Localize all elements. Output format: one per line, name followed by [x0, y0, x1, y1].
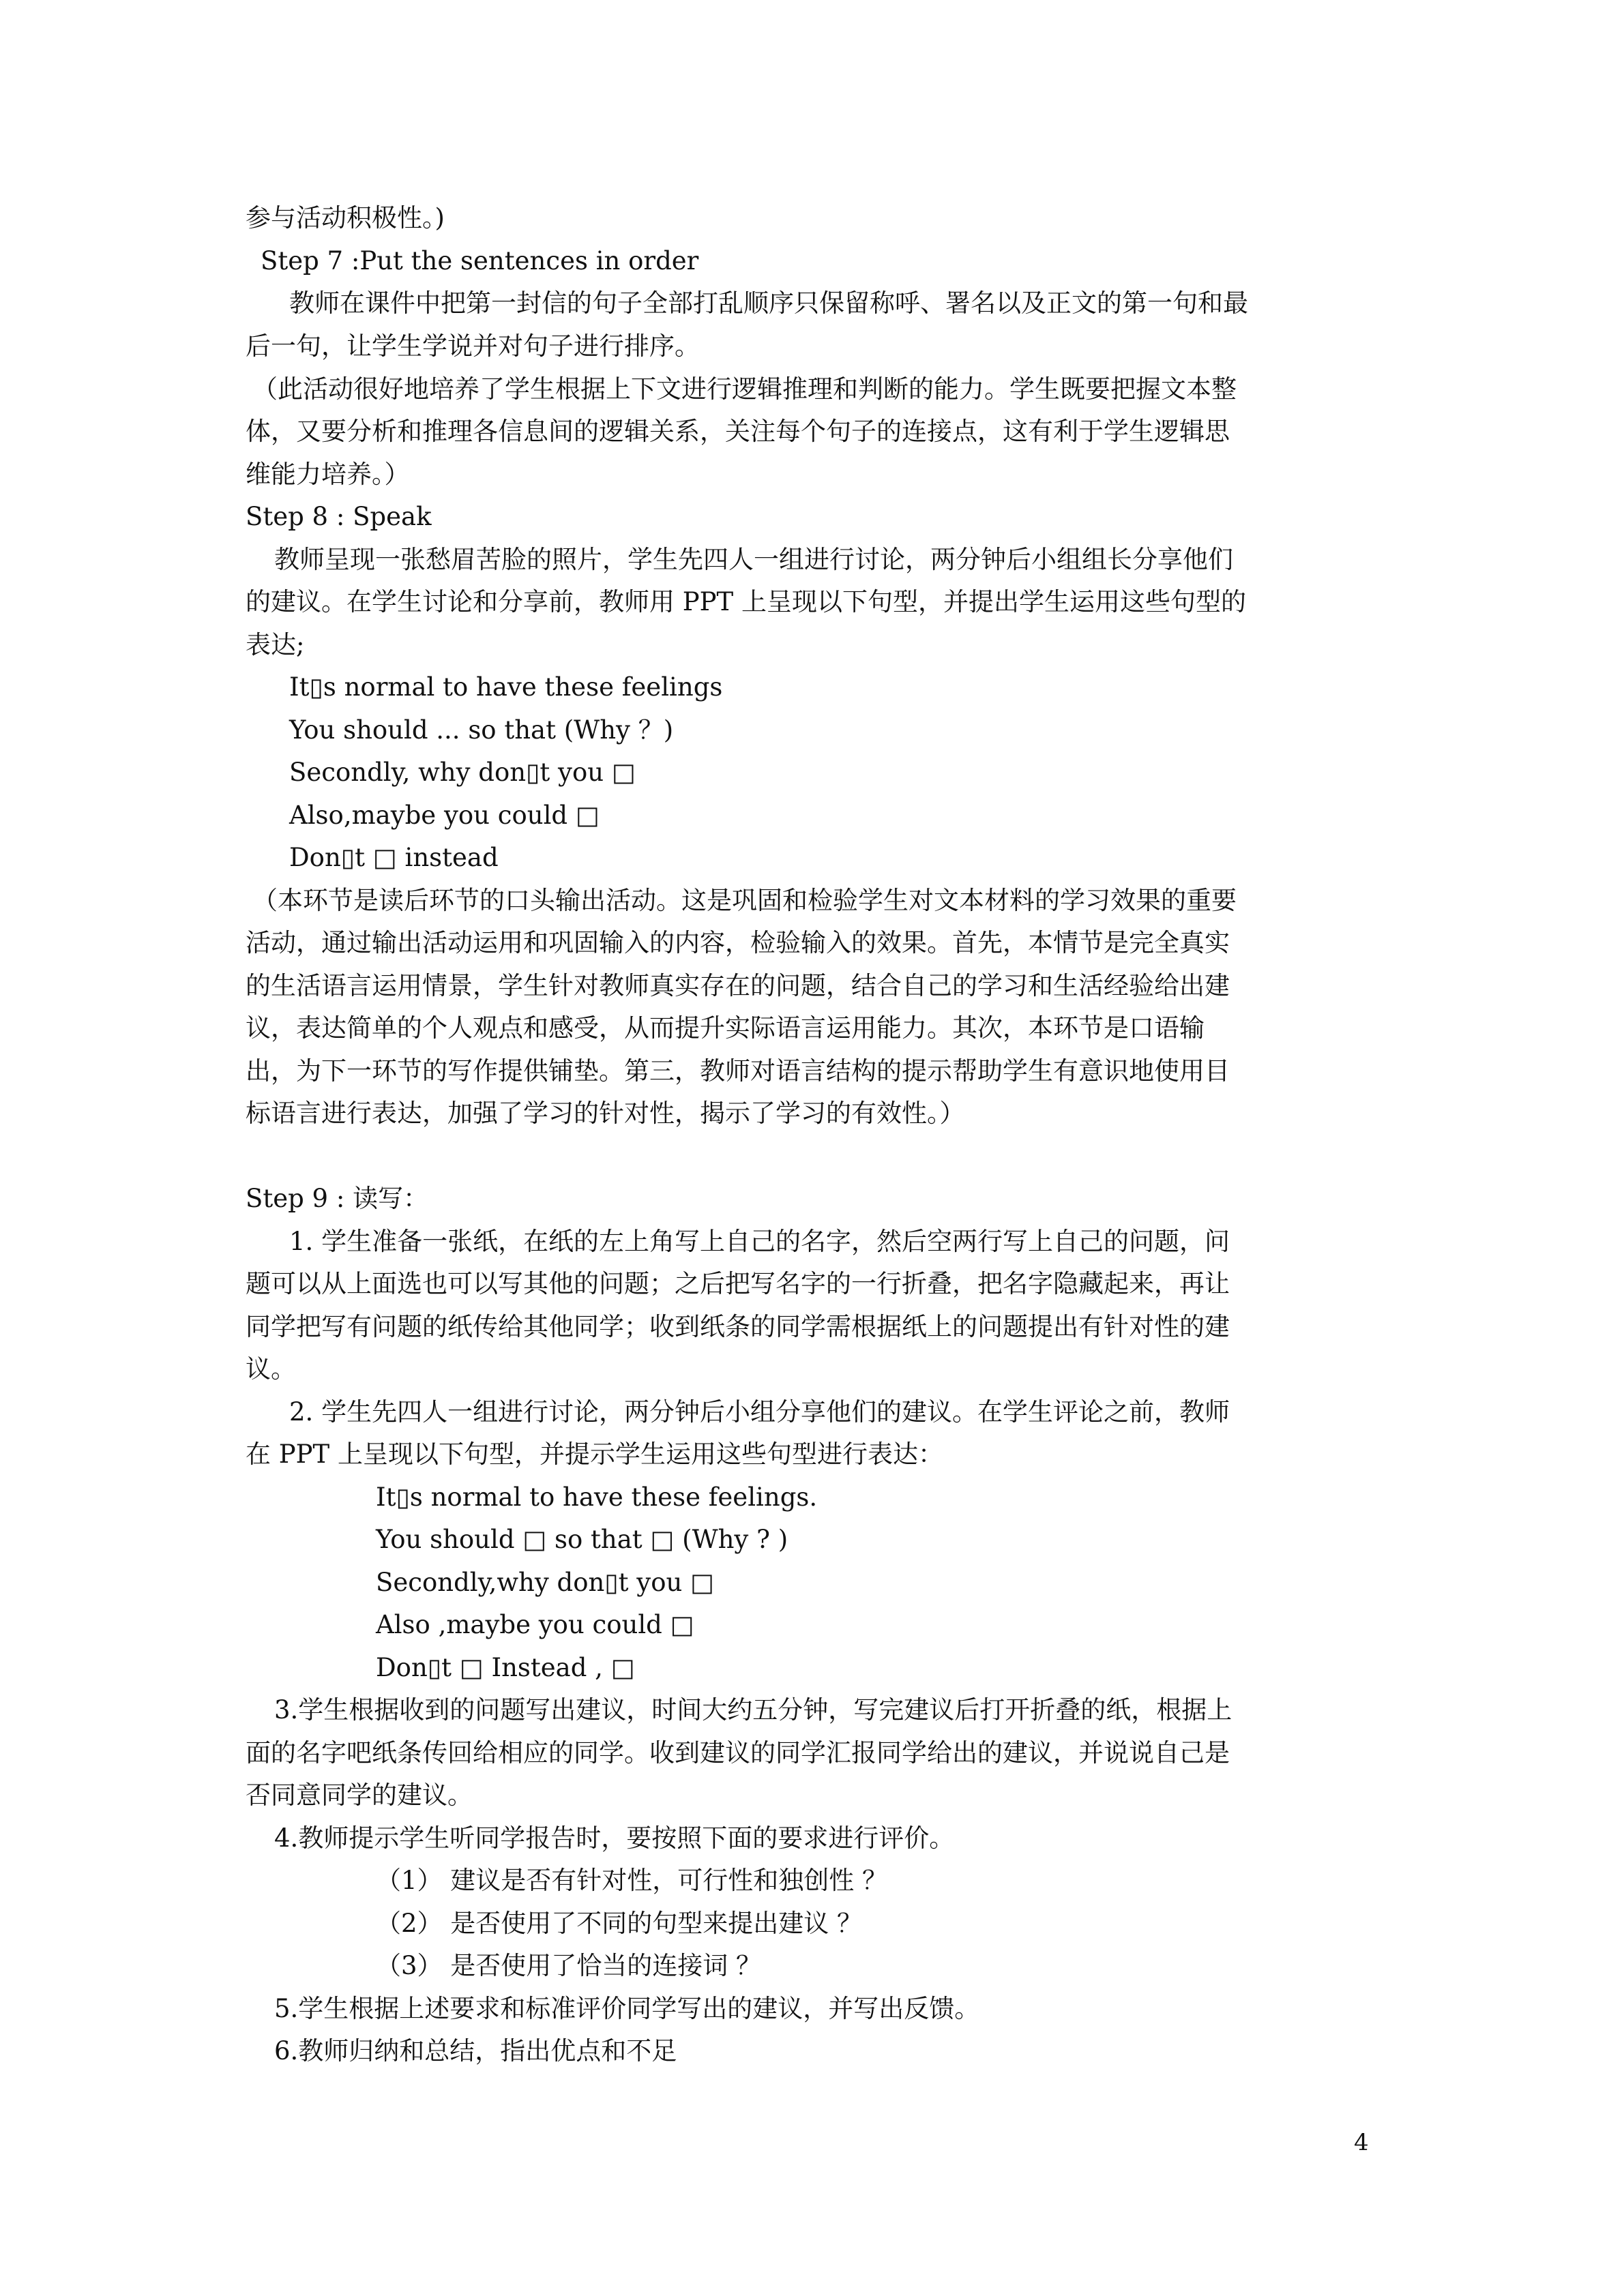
text-line: 议，表达简单的个人观点和感受，从而提升实际语言运用能力。其次，本环节是口语输 [246, 1013, 1205, 1043]
text-line: 的生活语言运用情景，学生针对教师真实存在的问题，结合自己的学习和生活经验给出建 [246, 971, 1230, 1000]
list-item: 3.学生根据收到的问题写出建议，时间大约五分钟，写完建议后打开折叠的纸，根据上 [274, 1695, 1232, 1725]
sentence-pattern: Secondly,why don▯t you □ [376, 1568, 715, 1597]
step8-heading: Step 8 : Speak [246, 502, 432, 531]
text-line: 教师呈现一张愁眉苦脸的照片，学生先四人一组进行讨论，两分钟后小组组长分享他们 [274, 545, 1233, 574]
text-line: 同学把写有问题的纸传给其他同学；收到纸条的同学需根据纸上的问题提出有针对性的建 [246, 1312, 1230, 1341]
text-line: （本环节是读后环节的口头输出活动。这是巩固和检验学生对文本材料的学习效果的重要 [252, 886, 1237, 915]
text-line: 出，为下一环节的写作提供铺垫。第三，教师对语言结构的提示帮助学生有意识地使用目 [246, 1056, 1230, 1086]
sentence-pattern: Don▯t □ Instead , □ [376, 1653, 635, 1682]
text-line: 题可以从上面选也可以写其他的问题；之后把写名字的一行折叠，把名字隐藏起来，再让 [246, 1269, 1230, 1298]
text-line: 后一句，让学生学说并对句子进行排序。 [246, 331, 700, 361]
text-line: （此活动很好地培养了学生根据上下文进行逻辑推理和判断的能力。学生既要把握文本整 [252, 374, 1237, 404]
text-line: 否同意同学的建议。 [246, 1780, 473, 1810]
sentence-pattern: Also,maybe you could □ [289, 801, 600, 830]
text-line: 表达; [246, 630, 305, 659]
text-line: 在 PPT 上呈现以下句型，并提示学生运用这些句型进行表达： [246, 1440, 943, 1469]
text-line: 面的名字吧纸条传回给相应的同学。收到建议的同学汇报同学给出的建议，并说说自己是 [246, 1738, 1230, 1768]
sentence-pattern: Secondly, why don▯t you □ [289, 758, 636, 787]
criteria-item: （1） 建议是否有针对性，可行性和独创性 ？ [376, 1866, 888, 1895]
text-line: 标语言进行表达，加强了学习的针对性，揭示了学习的有效性。） [246, 1099, 965, 1128]
criteria-item: （2） 是否使用了不同的句型来提出建议 ？ [376, 1909, 863, 1938]
text-line: 维能力培养。） [246, 460, 410, 489]
text-line: 体，又要分析和推理各信息间的逻辑关系，关注每个句子的连接点，这有利于学生逻辑思 [246, 417, 1230, 446]
sentence-pattern: Also ,maybe you could □ [376, 1610, 694, 1639]
sentence-pattern: You should ... so that (Why ？) [289, 715, 674, 745]
step9-heading: Step 9 : 读写： [246, 1184, 429, 1213]
text-line: 教师在课件中把第一封信的句子全部打乱顺序只保留称呼、署名以及正文的第一句和最 [289, 288, 1248, 318]
list-item: 5.学生根据上述要求和标准评价同学写出的建议，并写出反馈。 [274, 1994, 980, 2023]
sentence-pattern: It▯s normal to have these feelings. [376, 1482, 818, 1512]
list-item: 1. 学生准备一张纸，在纸的左上角写上自己的名字，然后空两行写上自己的问题，问 [289, 1227, 1230, 1256]
text-line: 议。 [246, 1354, 296, 1384]
list-item: 2. 学生先四人一组进行讨论，两分钟后小组分享他们的建议。在学生评论之前，教师 [289, 1397, 1230, 1427]
text-line: 的建议。在学生讨论和分享前，教师用 PPT 上呈现以下句型，并提出学生运用这些句型的 [246, 587, 1246, 616]
step7-heading: Step 7 :Put the sentences in order [261, 246, 699, 275]
list-item: 4.教师提示学生听同学报告时，要按照下面的要求进行评价。 [274, 1823, 955, 1853]
text-line: 参与活动积极性。) [246, 203, 445, 233]
list-item: 6.教师归纳和总结，指出优点和不足 [274, 2036, 677, 2066]
page-number: 4 [1354, 2129, 1369, 2156]
text-line: 活动，通过输出活动运用和巩固输入的内容，检验输入的效果。首先，本情节是完全真实 [246, 928, 1230, 957]
criteria-item: （3） 是否使用了恰当的连接词 ？ [376, 1951, 762, 1980]
sentence-pattern: Don▯t □ instead [289, 843, 499, 872]
sentence-pattern: It▯s normal to have these feelings [289, 672, 723, 702]
sentence-pattern: You should □ so that □ (Why ? ) [376, 1525, 788, 1554]
